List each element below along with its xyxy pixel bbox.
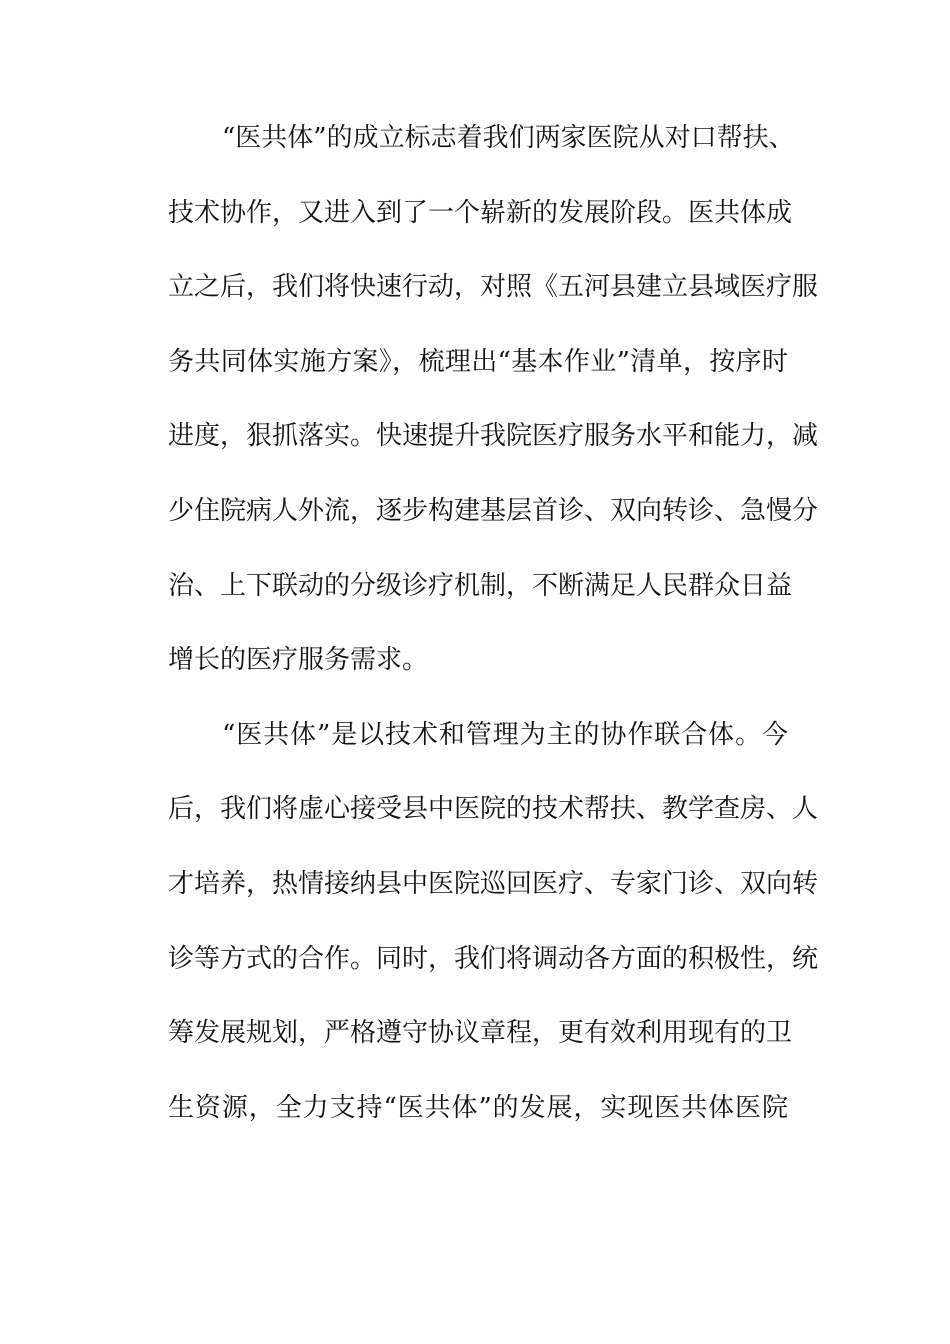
paragraph-line: 技术协作，又进入到了一个崭新的发展阶段。医共体成 (168, 197, 793, 228)
paragraph-line: 才培养，热情接纳县中医院巡回医疗、专家门诊、双向转 (168, 868, 819, 899)
paragraph-line: “医共体”是以技术和管理为主的协作联合体。今 (222, 719, 788, 750)
paragraph-line: 诊等方式的合作。同时，我们将调动各方面的积极性，统 (168, 943, 819, 974)
paragraph-line: 少住院病人外流，逐步构建基层首诊、双向转诊、急慢分 (168, 495, 819, 526)
paragraph-line: 立之后，我们将快速行动，对照《五河县建立县域医疗服 (168, 272, 819, 303)
paragraph-line: 务共同体实施方案》，梳理出“基本作业”清单，按序时 (168, 346, 788, 377)
paragraph-2 (168, 715, 819, 1163)
paragraph-line: 后，我们将虚心接受县中医院的技术帮扶、教学查房、人 (168, 794, 819, 825)
paragraph-line: 筹发展规划，严格遵守协议章程，更有效利用现有的卫 (168, 1018, 793, 1049)
paragraph-line: 增长的医疗服务需求。 (168, 645, 429, 676)
paragraph-line: 进度，狠抓落实。快速提升我院医疗服务水平和能力，减 (168, 421, 819, 452)
paragraph-line: 生资源，全力支持“医共体”的发展，实现医共体医院 (168, 1092, 788, 1123)
paragraph-line: “医共体”的成立标志着我们两家医院从对口帮扶、 (222, 123, 795, 153)
paragraph-line: 治、上下联动的分级诊疗机制，不断满足人民群众日益 (168, 570, 793, 601)
document-body (168, 118, 819, 1162)
paragraph-1 (168, 118, 819, 715)
